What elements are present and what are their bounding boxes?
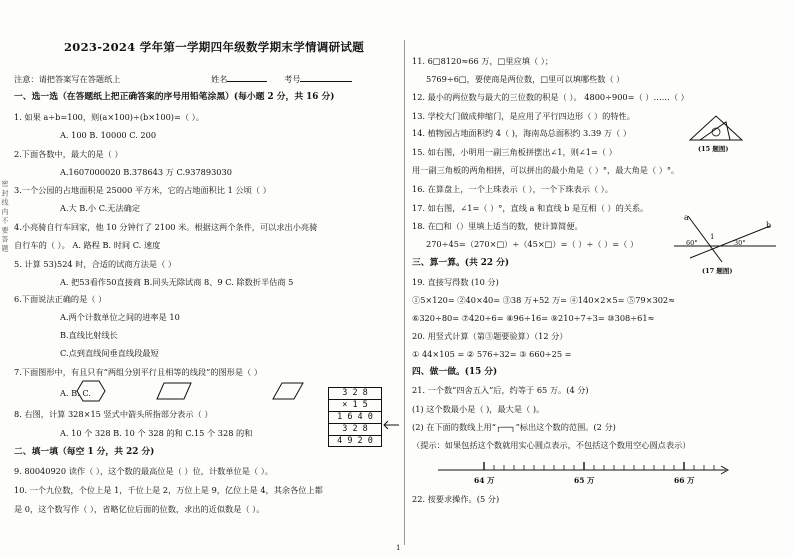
question-15-cont: 用一副三角板的两角相拼，可以拼出的最小角是（ ）°，最大角是（ ）°。 (412, 165, 680, 175)
angle-60-label: 60° (686, 239, 698, 247)
multiplication-work (328, 387, 382, 447)
calc-row: 1 6 4 0 (329, 412, 381, 424)
section-1-heading: 一、选一选（在答题纸上把正确答案的序号用铅笔涂黑）(每小题 2 分，共 16 分) (14, 92, 335, 102)
question-1-options: A. 100 B. 10000 C. 200 (60, 130, 157, 140)
figure-15-caption: (15 题图) (698, 145, 729, 153)
triangle-set-figure-15 (686, 114, 746, 154)
exam-no-label: 考号 (284, 74, 301, 84)
question-6-option-c: C.点到直线间垂直线段最短 (60, 348, 159, 358)
question-4: 4.小亮骑自行车回家，他 10 分钟行了 2100 米。根据这两个条件，可以求出小亮骑 (14, 222, 318, 232)
question-19-row-2: ⑥320÷80= ⑦420÷6= ⑧96÷16= ⑨210÷7÷3= ⑩308÷61≈ (412, 313, 655, 323)
question-14: 14. 植物园占地面积约 4（ )，海南岛总面积约 3.39 万（ ） (412, 128, 632, 138)
question-6-option-b: B.直线比射线长 (60, 330, 118, 340)
intersecting-lines-figure-17 (670, 212, 780, 276)
angle-1-label: 1 (710, 233, 715, 241)
question-19: 19. 直接写得数 (10 分) (412, 277, 499, 287)
question-21-part-2: (2) 在下面的数线上用“┌──┐”标出这个数的范围。(2 分) (412, 422, 616, 432)
question-18: 18. 在□和（）里填上适当的数，使计算简便。 (412, 221, 583, 231)
question-5-options: A. 把53看作50直接商 B.同头无除试商 8、9 C. 除数折半估商 5 (60, 277, 294, 287)
page-number: 1 (396, 544, 401, 552)
calc-row: 3 2 8 (329, 424, 381, 436)
angle-30-label: 30° (734, 239, 746, 247)
page-title: 2023-2024 学年第一学期四年级数学期末学情调研试题 (64, 40, 364, 54)
notice-text: 注意：请把答案写在答题纸上 (14, 74, 121, 84)
arrow-left-icon (382, 420, 400, 430)
question-5: 5. 计算 53)524 时，合适的试商方法是（ ） (14, 259, 177, 269)
question-21: 21. 一个数“四舍五入”后，约等于 65 万。(4 分) (412, 385, 589, 395)
question-2: 2.下面各数中，最大的是（ ） (14, 149, 123, 159)
question-9: 9. 80040920 读作（ ），这个数的最高位是（ ）位，计数单位是（ ）。 (14, 466, 273, 476)
question-1: 1. 如果 a÷b=100，则(a×100)÷(b×100)=（ ）。 (14, 112, 204, 122)
question-8-options: A. 10 个 328 B. 10 个 328 的和 C.15 个 328 的和 (60, 428, 253, 438)
name-label: 姓名 (211, 74, 228, 84)
column-divider (404, 40, 405, 545)
exam-no-field[interactable] (300, 72, 352, 82)
question-11-cont: 5769÷6□，要使商是两位数，□里可以填哪些数（ ） (426, 74, 625, 84)
question-8: 8. 右图，计算 328×15 竖式中箭头所指部分表示（ ） (14, 409, 213, 419)
question-2-options: A.1607000020 B.378643 万 C.937893030 (60, 167, 232, 177)
set-squares-drawing (686, 114, 746, 144)
question-15: 15. 如右图，小明用一副三角板拼摆出∠1，则∠1=（ ） (412, 147, 617, 157)
question-4-cont: 自行车的（ ）。 A. 路程 B. 时间 C. 速度 (14, 240, 161, 250)
line-a-label: a (684, 213, 689, 222)
number-line-label-66: 66 万 (674, 476, 695, 485)
question-3-options: A.大 B.小 C.无法确定 (60, 203, 141, 213)
question-12: 12. 最小的两位数与最大的三位数的积是（ ）。 4800÷900=（ ）……（ ） (412, 92, 689, 102)
question-6: 6.下面说法正确的是（ ） (14, 294, 107, 304)
number-line-label-65: 65 万 (574, 476, 595, 485)
question-19-row-1: ①5×120= ②40×40= ③38 万+52 万= ④140×2×5= ⑤79×302≈ (412, 295, 675, 305)
question-11: 11. 6□8120≈66 万，□里应填（ ）； (412, 56, 554, 66)
number-line-axis (434, 460, 734, 476)
question-20: 20. 用竖式计算（第③题要验算）（12 分） (412, 331, 568, 341)
notice-line (14, 72, 352, 85)
question-10-cont: 是 0，这个数写作（ ），省略亿位后面的位数，求出的近似数是（ ）。 (14, 504, 265, 514)
question-21-hint: （提示：如果包括这个数就用实心圆点表示，不包括这个数用空心圆点表示） (412, 440, 691, 450)
name-field[interactable] (227, 72, 267, 82)
question-18-expression: 270÷45=（270×□）÷（45×□）=（ ）÷（ ）=（ ） (426, 239, 639, 249)
question-17: 17. 如右图，∠1=（ ）°，直线 a 和直线 b 是互相（ ）的关系。 (412, 203, 649, 213)
question-13: 13. 学校大门做成伸缩门，是应用了平行四边形（ ）的特性。 (412, 111, 635, 121)
question-22: 22. 按要求操作。(5 分) (412, 494, 500, 504)
question-20-items: ① 44×105 = ② 576÷32= ③ 660÷25 = (412, 349, 572, 359)
section-2-heading: 二、填一填（每空 1 分，共 22 分) (14, 447, 155, 457)
calc-row: × 1 5 (329, 400, 381, 412)
hexagon-shape (76, 380, 106, 402)
section-4-heading: 四、做一做。(15 分) (412, 367, 498, 377)
parallelogram-shape (156, 382, 192, 400)
line-b-label: b (766, 221, 772, 230)
calc-row: 3 2 8 (329, 388, 381, 400)
number-line[interactable] (434, 460, 734, 490)
question-7: 7.下面图形中，有且只有“两组分别平行且相等的线段”的图形是（ ） (14, 367, 263, 377)
calc-row: 4 9 2 0 (337, 436, 373, 446)
number-line-label-64: 64 万 (474, 476, 495, 485)
question-3: 3.一个公园的占地面积是 25000 平方米，它的占地面积比 1 公顷（ ） (14, 185, 271, 195)
question-21-part-1: (1) 这个数最小是（ )，最大是（ )。 (412, 404, 545, 414)
rhombus-shape (272, 382, 304, 400)
section-3-heading: 三、算一算。(共 22 分) (412, 258, 510, 268)
question-16: 16. 在算盘上，一个上珠表示（ ），一个下珠表示（ ）。 (412, 184, 613, 194)
binder-line-text: 密 封 线 内 不 要 答 题 (1, 180, 9, 252)
question-7-options: A. B. C. (60, 388, 91, 398)
question-10: 10. 一个九位数，个位上是 1，千位上是 2，万位上是 9，亿位上是 4，其余各位上都 (14, 485, 323, 495)
figure-17-caption: (17 题图) (702, 267, 733, 275)
question-6-option-a: A.两个计数单位之间的进率是 10 (60, 312, 180, 322)
